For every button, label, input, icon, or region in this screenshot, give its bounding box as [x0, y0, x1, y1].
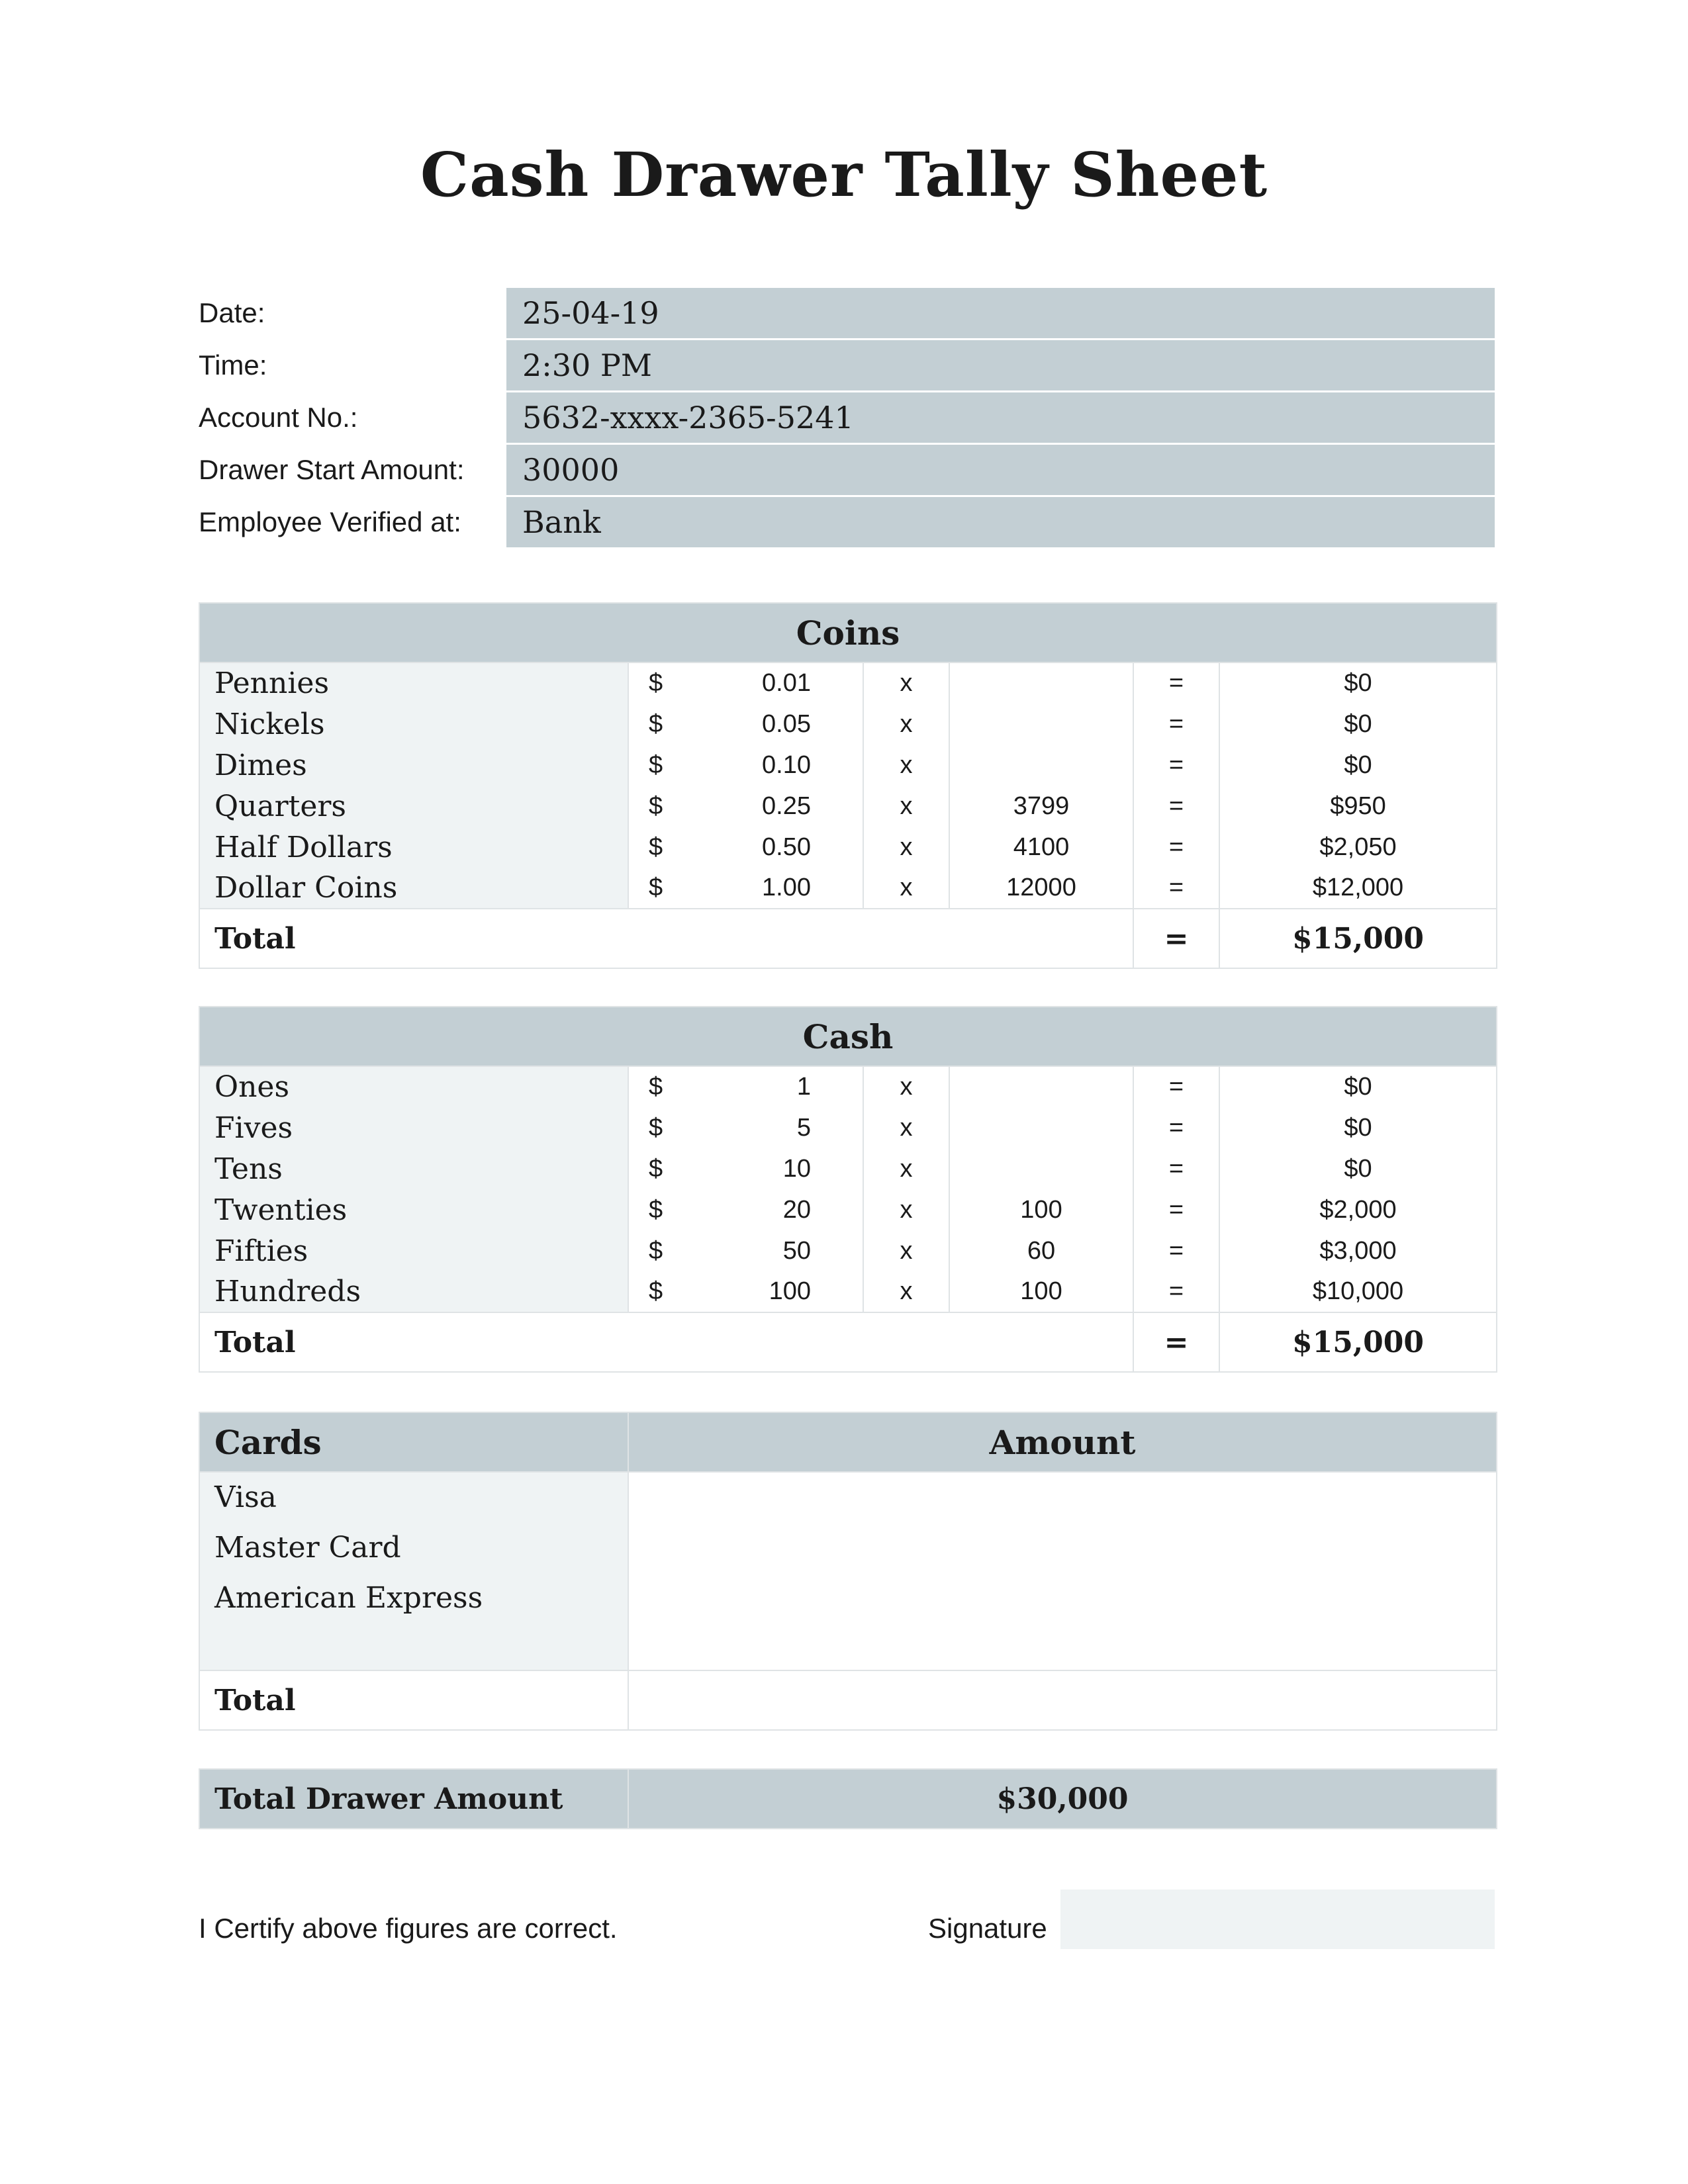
- equals-sign: =: [1133, 704, 1219, 745]
- date-label: Date:: [199, 297, 265, 328]
- info-row-time: [199, 340, 1496, 390]
- coin-amount: $0: [1219, 704, 1497, 745]
- table-row: [199, 786, 1497, 827]
- certify-text: I Certify above figures are correct.: [199, 1913, 618, 1944]
- coin-count[interactable]: 4100: [949, 827, 1133, 868]
- bill-amount: $2,000: [1219, 1189, 1497, 1230]
- coin-amount: $0: [1219, 662, 1497, 704]
- bill-amount: $10,000: [1219, 1271, 1497, 1312]
- info-section: [199, 288, 1496, 549]
- verified-label: Employee Verified at:: [199, 506, 461, 537]
- table-row: [199, 1271, 1497, 1312]
- coins-total-row: [199, 909, 1497, 968]
- times-sign: x: [863, 827, 949, 868]
- card-amex-label: American Express: [199, 1572, 628, 1623]
- bill-count[interactable]: 100: [949, 1189, 1133, 1230]
- cards-table: [199, 1412, 1497, 1731]
- times-sign: x: [863, 868, 949, 909]
- times-sign: x: [863, 745, 949, 786]
- coins-total-amount: $15,000: [1219, 909, 1497, 968]
- coin-amount: $0: [1219, 745, 1497, 786]
- time-field[interactable]: 2:30 PM: [506, 340, 1495, 390]
- amount-heading: Amount: [628, 1412, 1497, 1472]
- page-title: Cash Drawer Tally Sheet: [420, 139, 1268, 210]
- bill-count[interactable]: 100: [949, 1271, 1133, 1312]
- bill-name: Tens: [199, 1148, 628, 1189]
- grand-total-row: [199, 1769, 1497, 1829]
- table-row: [199, 868, 1497, 909]
- coin-name: Nickels: [199, 704, 628, 745]
- bill-amount: $0: [1219, 1107, 1497, 1148]
- info-row-account: [199, 392, 1496, 443]
- coin-denomination: $ 0.05: [628, 704, 863, 745]
- grand-total-label: Total Drawer Amount: [199, 1769, 628, 1829]
- bill-amount: $0: [1219, 1066, 1497, 1107]
- coin-amount: $2,050: [1219, 827, 1497, 868]
- bill-name: Twenties: [199, 1189, 628, 1230]
- equals-sign: =: [1133, 868, 1219, 909]
- times-sign: x: [863, 704, 949, 745]
- coin-count[interactable]: 3799: [949, 786, 1133, 827]
- times-sign: x: [863, 1148, 949, 1189]
- times-sign: x: [863, 1066, 949, 1107]
- equals-sign: =: [1133, 786, 1219, 827]
- bill-count[interactable]: [949, 1148, 1133, 1189]
- bill-count[interactable]: [949, 1107, 1133, 1148]
- bill-amount: $0: [1219, 1148, 1497, 1189]
- cards-total-row: [199, 1670, 1497, 1730]
- coin-denomination: $ 0.25: [628, 786, 863, 827]
- bill-denomination: $ 50: [628, 1230, 863, 1271]
- signature-field[interactable]: [1060, 1889, 1495, 1949]
- bill-count[interactable]: 60: [949, 1230, 1133, 1271]
- cards-total-amount: [628, 1670, 1497, 1730]
- times-sign: x: [863, 1271, 949, 1312]
- coin-name: Dimes: [199, 745, 628, 786]
- bill-denomination: $ 20: [628, 1189, 863, 1230]
- bill-denomination: $ 1: [628, 1066, 863, 1107]
- coins-total-label: Total: [199, 909, 1133, 968]
- signature-label: Signature: [928, 1913, 1047, 1944]
- equals-sign: =: [1133, 1312, 1219, 1372]
- table-row: [199, 1107, 1497, 1148]
- time-label: Time:: [199, 349, 267, 381]
- cash-total-label: Total: [199, 1312, 1133, 1372]
- equals-sign: =: [1133, 1189, 1219, 1230]
- bill-name: Fives: [199, 1107, 628, 1148]
- times-sign: x: [863, 1230, 949, 1271]
- times-sign: x: [863, 1189, 949, 1230]
- table-row: [199, 827, 1497, 868]
- coin-name: Half Dollars: [199, 827, 628, 868]
- bill-count[interactable]: [949, 1066, 1133, 1107]
- coin-count[interactable]: [949, 662, 1133, 704]
- cash-table: [199, 1006, 1497, 1373]
- table-row: [199, 1066, 1497, 1107]
- bill-name: Hundreds: [199, 1271, 628, 1312]
- account-label: Account No.:: [199, 402, 358, 433]
- times-sign: x: [863, 786, 949, 827]
- coin-denomination: $ 0.10: [628, 745, 863, 786]
- cards-heading: Cards: [199, 1412, 628, 1472]
- card-visa-label: Visa: [199, 1472, 628, 1522]
- equals-sign: =: [1133, 1107, 1219, 1148]
- info-row-date: [199, 288, 1496, 338]
- cash-heading: Cash: [199, 1007, 1497, 1066]
- bill-name: Fifties: [199, 1230, 628, 1271]
- coin-name: Dollar Coins: [199, 868, 628, 909]
- bill-denomination: $ 100: [628, 1271, 863, 1312]
- coins-heading: Coins: [199, 603, 1497, 662]
- coin-amount: $950: [1219, 786, 1497, 827]
- coin-denomination: $ 0.50: [628, 827, 863, 868]
- table-row: [199, 1230, 1497, 1271]
- grand-total-amount: $30,000: [628, 1769, 1497, 1829]
- coin-count[interactable]: 12000: [949, 868, 1133, 909]
- coin-denomination: $ 1.00: [628, 868, 863, 909]
- table-row: [199, 1189, 1497, 1230]
- info-row-verified: [199, 497, 1496, 547]
- coin-denomination: $ 0.01: [628, 662, 863, 704]
- coin-name: Pennies: [199, 662, 628, 704]
- table-row: [199, 662, 1497, 704]
- equals-sign: =: [1133, 1230, 1219, 1271]
- coin-amount: $12,000: [1219, 868, 1497, 909]
- start-amount-label: Drawer Start Amount:: [199, 454, 465, 485]
- equals-sign: =: [1133, 745, 1219, 786]
- equals-sign: =: [1133, 827, 1219, 868]
- times-sign: x: [863, 662, 949, 704]
- table-row: [199, 745, 1497, 786]
- cash-total-row: [199, 1312, 1497, 1372]
- start-amount-field[interactable]: 30000: [506, 445, 1495, 495]
- bill-denomination: $ 10: [628, 1148, 863, 1189]
- date-field[interactable]: 25-04-19: [506, 288, 1495, 338]
- table-row: [199, 1148, 1497, 1189]
- bill-name: Ones: [199, 1066, 628, 1107]
- card-spacer: [199, 1623, 628, 1670]
- bill-amount: $3,000: [1219, 1230, 1497, 1271]
- coin-count[interactable]: [949, 704, 1133, 745]
- card-amount-field[interactable]: [628, 1472, 1497, 1670]
- grand-total-table: [199, 1768, 1497, 1829]
- equals-sign: =: [1133, 1066, 1219, 1107]
- equals-sign: =: [1133, 662, 1219, 704]
- card-row-visa: [199, 1472, 1497, 1522]
- coin-count[interactable]: [949, 745, 1133, 786]
- coin-name: Quarters: [199, 786, 628, 827]
- equals-sign: =: [1133, 1148, 1219, 1189]
- bill-denomination: $ 5: [628, 1107, 863, 1148]
- cards-total-label: Total: [199, 1670, 628, 1730]
- info-row-start-amount: [199, 445, 1496, 495]
- times-sign: x: [863, 1107, 949, 1148]
- equals-sign: =: [1133, 1271, 1219, 1312]
- account-field[interactable]: 5632-xxxx-2365-5241: [506, 392, 1495, 443]
- card-mastercard-label: Master Card: [199, 1522, 628, 1572]
- equals-sign: =: [1133, 909, 1219, 968]
- cash-total-amount: $15,000: [1219, 1312, 1497, 1372]
- coins-table: [199, 602, 1497, 969]
- verified-field[interactable]: Bank: [506, 497, 1495, 547]
- table-row: [199, 704, 1497, 745]
